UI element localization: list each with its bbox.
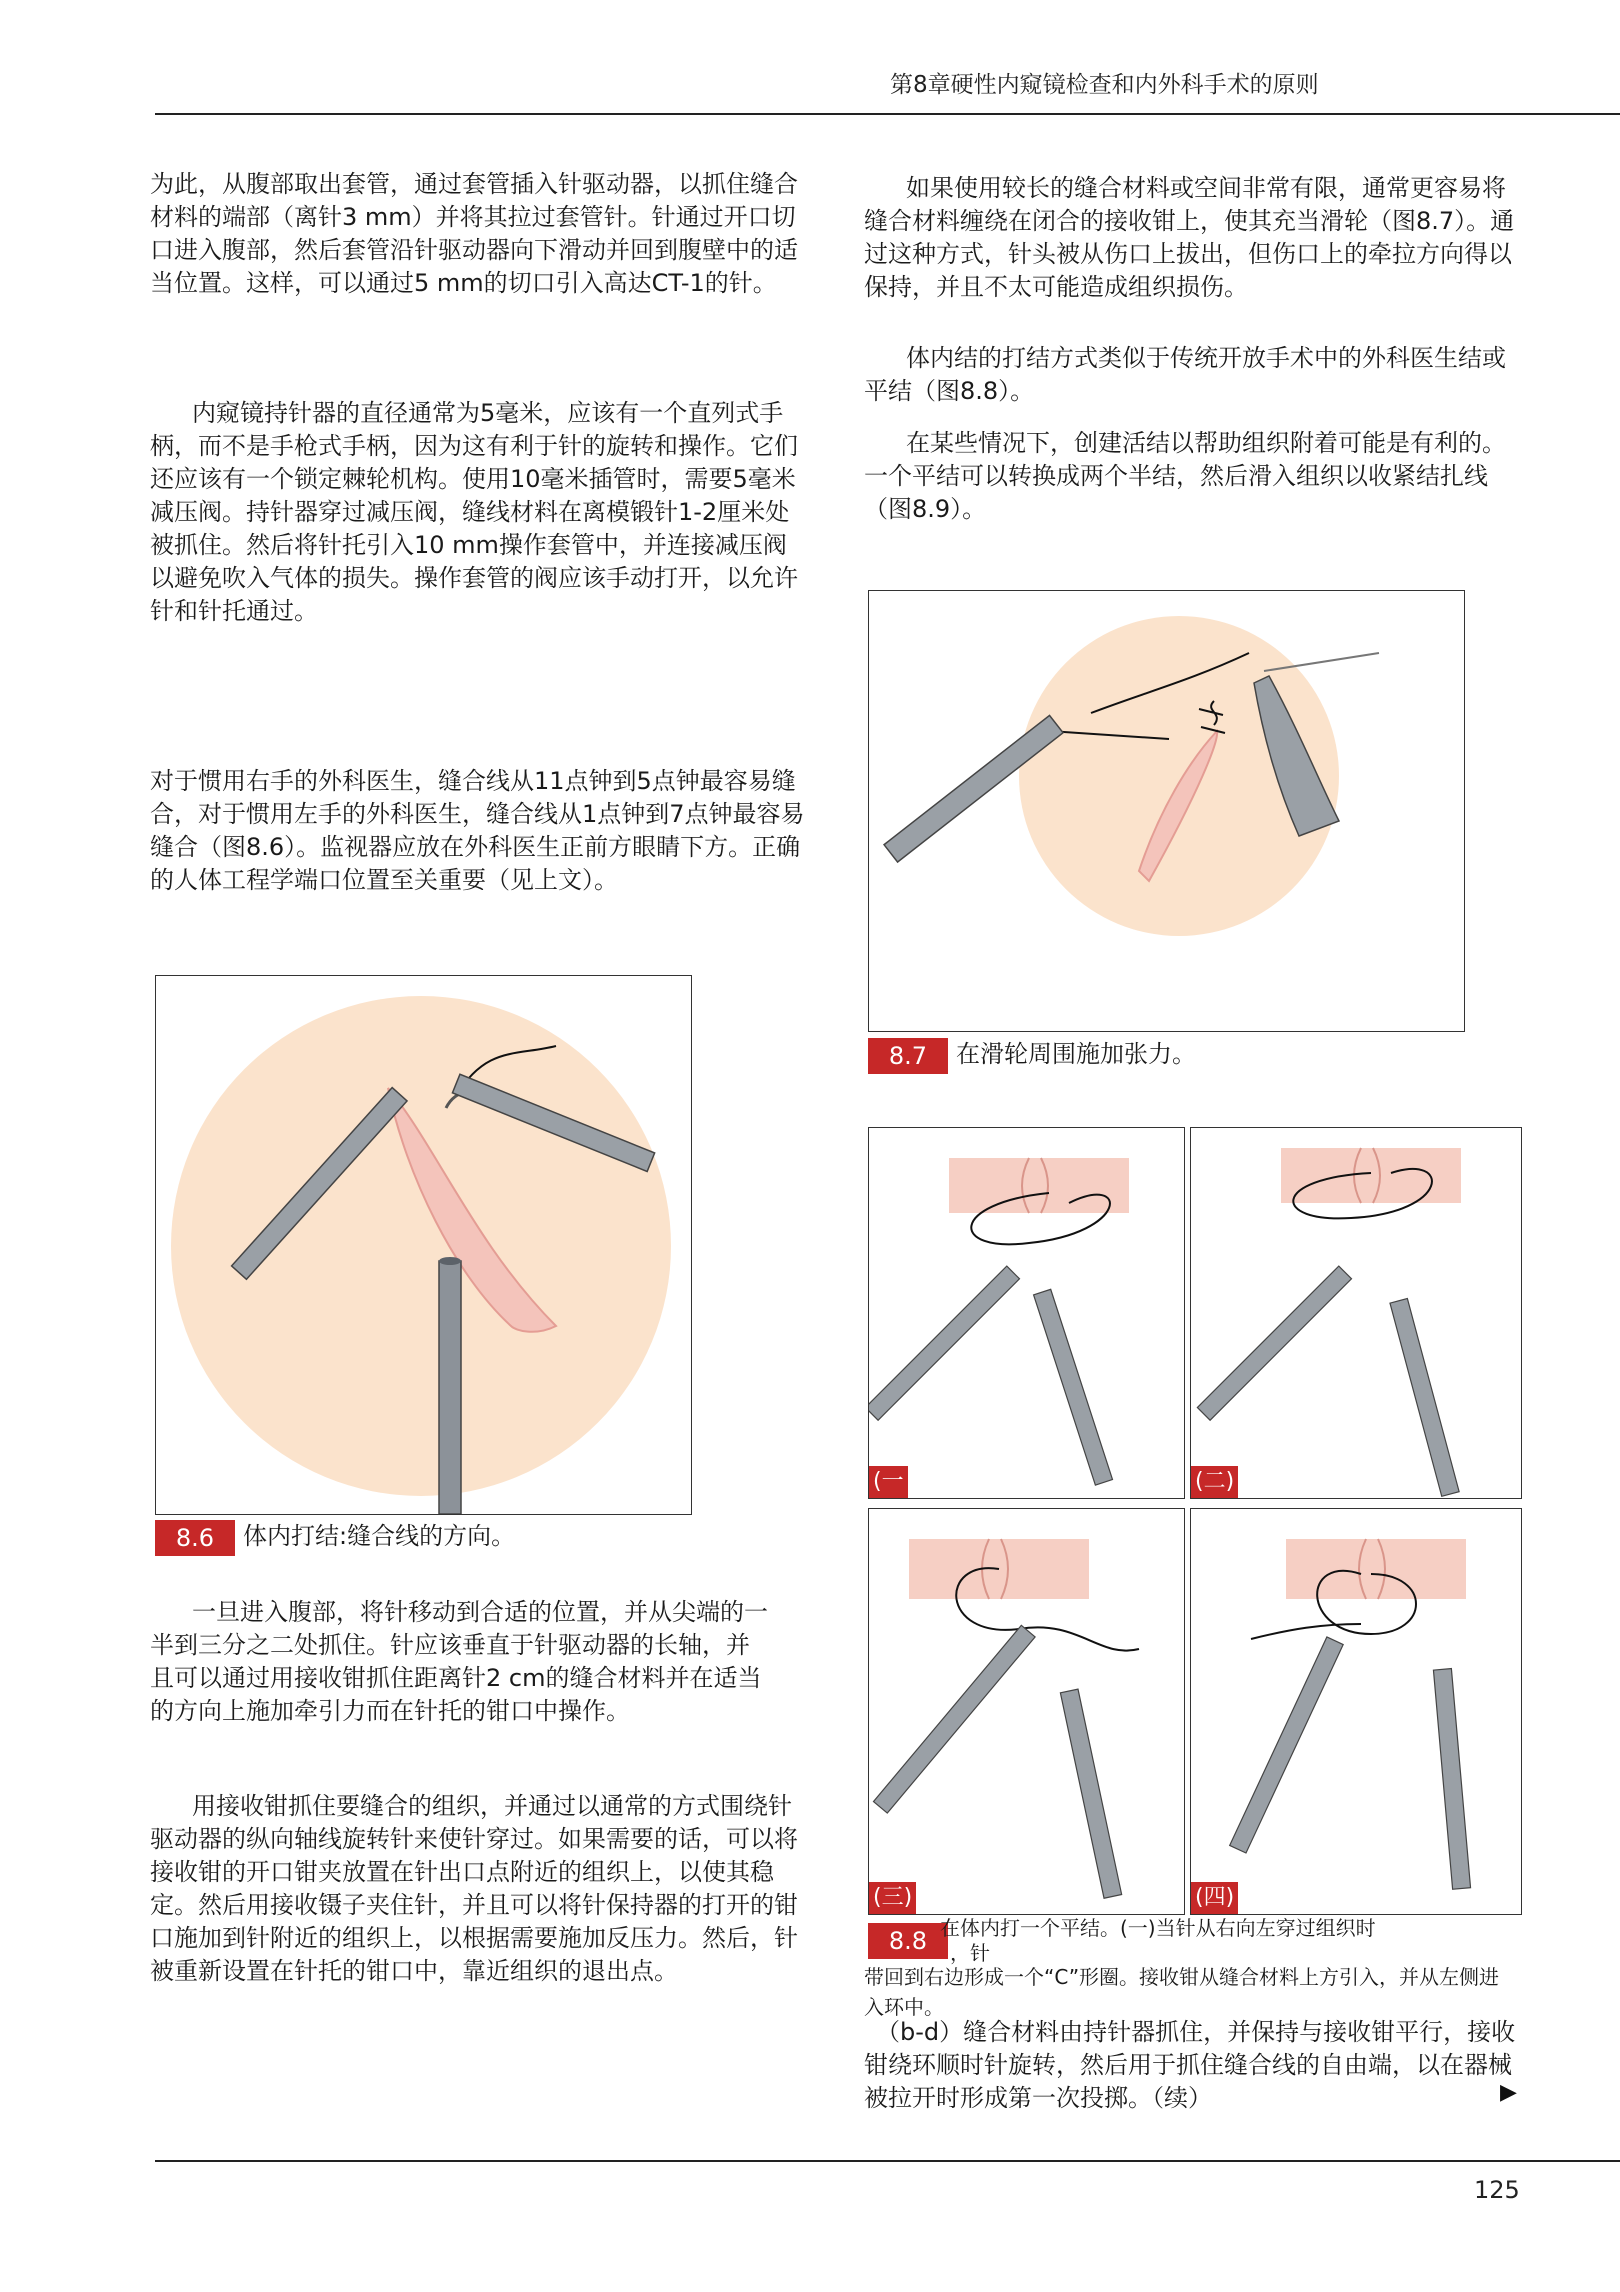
figure-8-8-panel-c <box>868 1508 1185 1915</box>
panel-d-illustration <box>1191 1509 1521 1914</box>
right-paragraph-2: 体内结的打结方式类似于传统开放手术中的外科医生结或平结（图8.8）。 <box>864 344 1506 405</box>
figure-8-6-caption: 体内打结:缝合线的方向。 <box>243 1522 516 1550</box>
figure-8-8-caption-line1b: ，针 <box>950 1941 990 1965</box>
page-number: 125 <box>1474 2176 1520 2204</box>
figure-8-7-badge: 8.7 <box>868 1038 948 1074</box>
figure-8-6-illustration <box>156 976 691 1514</box>
panel-b-illustration <box>1191 1128 1521 1498</box>
figure-8-7-illustration <box>869 591 1464 1031</box>
panel-c-label: (三) <box>869 1882 916 1914</box>
panel-c-illustration <box>869 1509 1184 1914</box>
figure-8-6 <box>155 975 692 1515</box>
figure-8-8-caption-line2: 带回到右边形成一个“C”形圈。接收钳从缝合材料上方引入，并从左侧进入环中。 <box>864 1965 1500 2019</box>
right-paragraph-1: 如果使用较长的缝合材料或空间非常有限，通常更容易将缝合材料缠绕在闭合的接收钳上，使其充当滑轮（图8.7）。通过这种方式，针头被从伤口上拔出，但伤口上的牵拉方向得以保持，并且不太可能造成组织损伤。 <box>864 174 1515 301</box>
left-paragraph-3: 对于惯用右手的外科医生，缝合线从11点钟到5点钟最容易缝合，对于惯用左手的外科医生，缝合线从1点钟到7点钟最容易缝合（图8.6）。监视器应放在外科医生正前方眼睛下方。正确的人体工程学端口位置至关重要（见上文）。 <box>150 767 805 894</box>
panel-a-illustration <box>869 1128 1184 1498</box>
figure-8-8-caption-line1: 在体内打一个平结。(一)当针从右向左穿过组织时 <box>940 1916 1376 1940</box>
chapter-header-title: 第8章硬性内窥镜检查和内外科手术的原则 <box>890 72 1319 98</box>
panel-d-label: (四) <box>1191 1882 1238 1914</box>
panel-b-label: (二) <box>1191 1466 1238 1498</box>
figure-8-7-caption: 在滑轮周围施加张力。 <box>956 1040 1196 1068</box>
left-paragraph-4: 一旦进入腹部，将针移动到合适的位置，并从尖端的一半到三分之二处抓住。针应该垂直于针驱动器的长轴，并且可以通过用接收钳抓住距离针2 cm的缝合材料并在适当的方向上施加牵引力而在针托的钳口中操作。 <box>150 1598 768 1725</box>
panel-a-label: (一 <box>869 1466 908 1498</box>
header-divider <box>155 113 1620 115</box>
left-paragraph-1: 为此，从腹部取出套管，通过套管插入针驱动器，以抓住缝合材料的端部（离针3 mm）并将其拉过套管针。针通过开口切口进入腹部，然后套管沿针驱动器向下滑动并回到腹壁中的适当位置。这样，可以通过5 mm的切口引入高达CT-1的针。 <box>150 170 798 297</box>
footer-divider <box>155 2160 1620 2162</box>
continue-arrow-icon: ▶ <box>1500 2080 1517 2105</box>
left-paragraph-5: 用接收钳抓住要缝合的组织，并通过以通常的方式围绕针驱动器的纵向轴线旋转针来使针穿过。如果需要的话，可以将接收钳的开口钳夹放置在针出口点附近的组织上，以使其稳定。然后用接收镊子夹住针，并且可以将针保持器的打开的钳口施加到针附近的组织上，以根据需要施加反压力。然后，针被重新设置在针托的钳口中，靠近组织的退出点。 <box>150 1792 798 1985</box>
left-paragraph-2: 内窥镜持针器的直径通常为5毫米，应该有一个直列式手柄，而不是手枪式手柄，因为这有利于针的旋转和操作。它们还应该有一个锁定棘轮机构。使用10毫米插管时，需要5毫米减压阀。持针器穿过减压阀，缝线材料在离模锻针1-2厘米处被抓住。然后将针托引入10 mm操作套管中，并连接减压阀以避免吹入气体的损失。操作套管的阀应该手动打开，以允许针和针托通过。 <box>150 399 798 625</box>
figure-8-8-caption-line3: （b-d）缝合材料由持针器抓住，并保持与接收钳平行，接收钳绕环顺时针旋转，然后用于抓住缝合线的自由端，以在器械被拉开时形成第一次投掷。（续） <box>864 2018 1516 2112</box>
figure-8-8-badge: 8.8 <box>868 1923 948 1959</box>
figure-8-8-panel-d <box>1190 1508 1522 1915</box>
right-paragraph-3: 在某些情况下，创建活结以帮助组织附着可能是有利的。一个平结可以转换成两个半结，然后滑入组织以收紧结扎线（图8.9）。 <box>864 429 1506 523</box>
figure-8-7 <box>868 590 1465 1032</box>
figure-8-8-panel-a <box>868 1127 1185 1499</box>
figure-8-6-badge: 8.6 <box>155 1520 235 1556</box>
figure-8-8-panel-b <box>1190 1127 1522 1499</box>
